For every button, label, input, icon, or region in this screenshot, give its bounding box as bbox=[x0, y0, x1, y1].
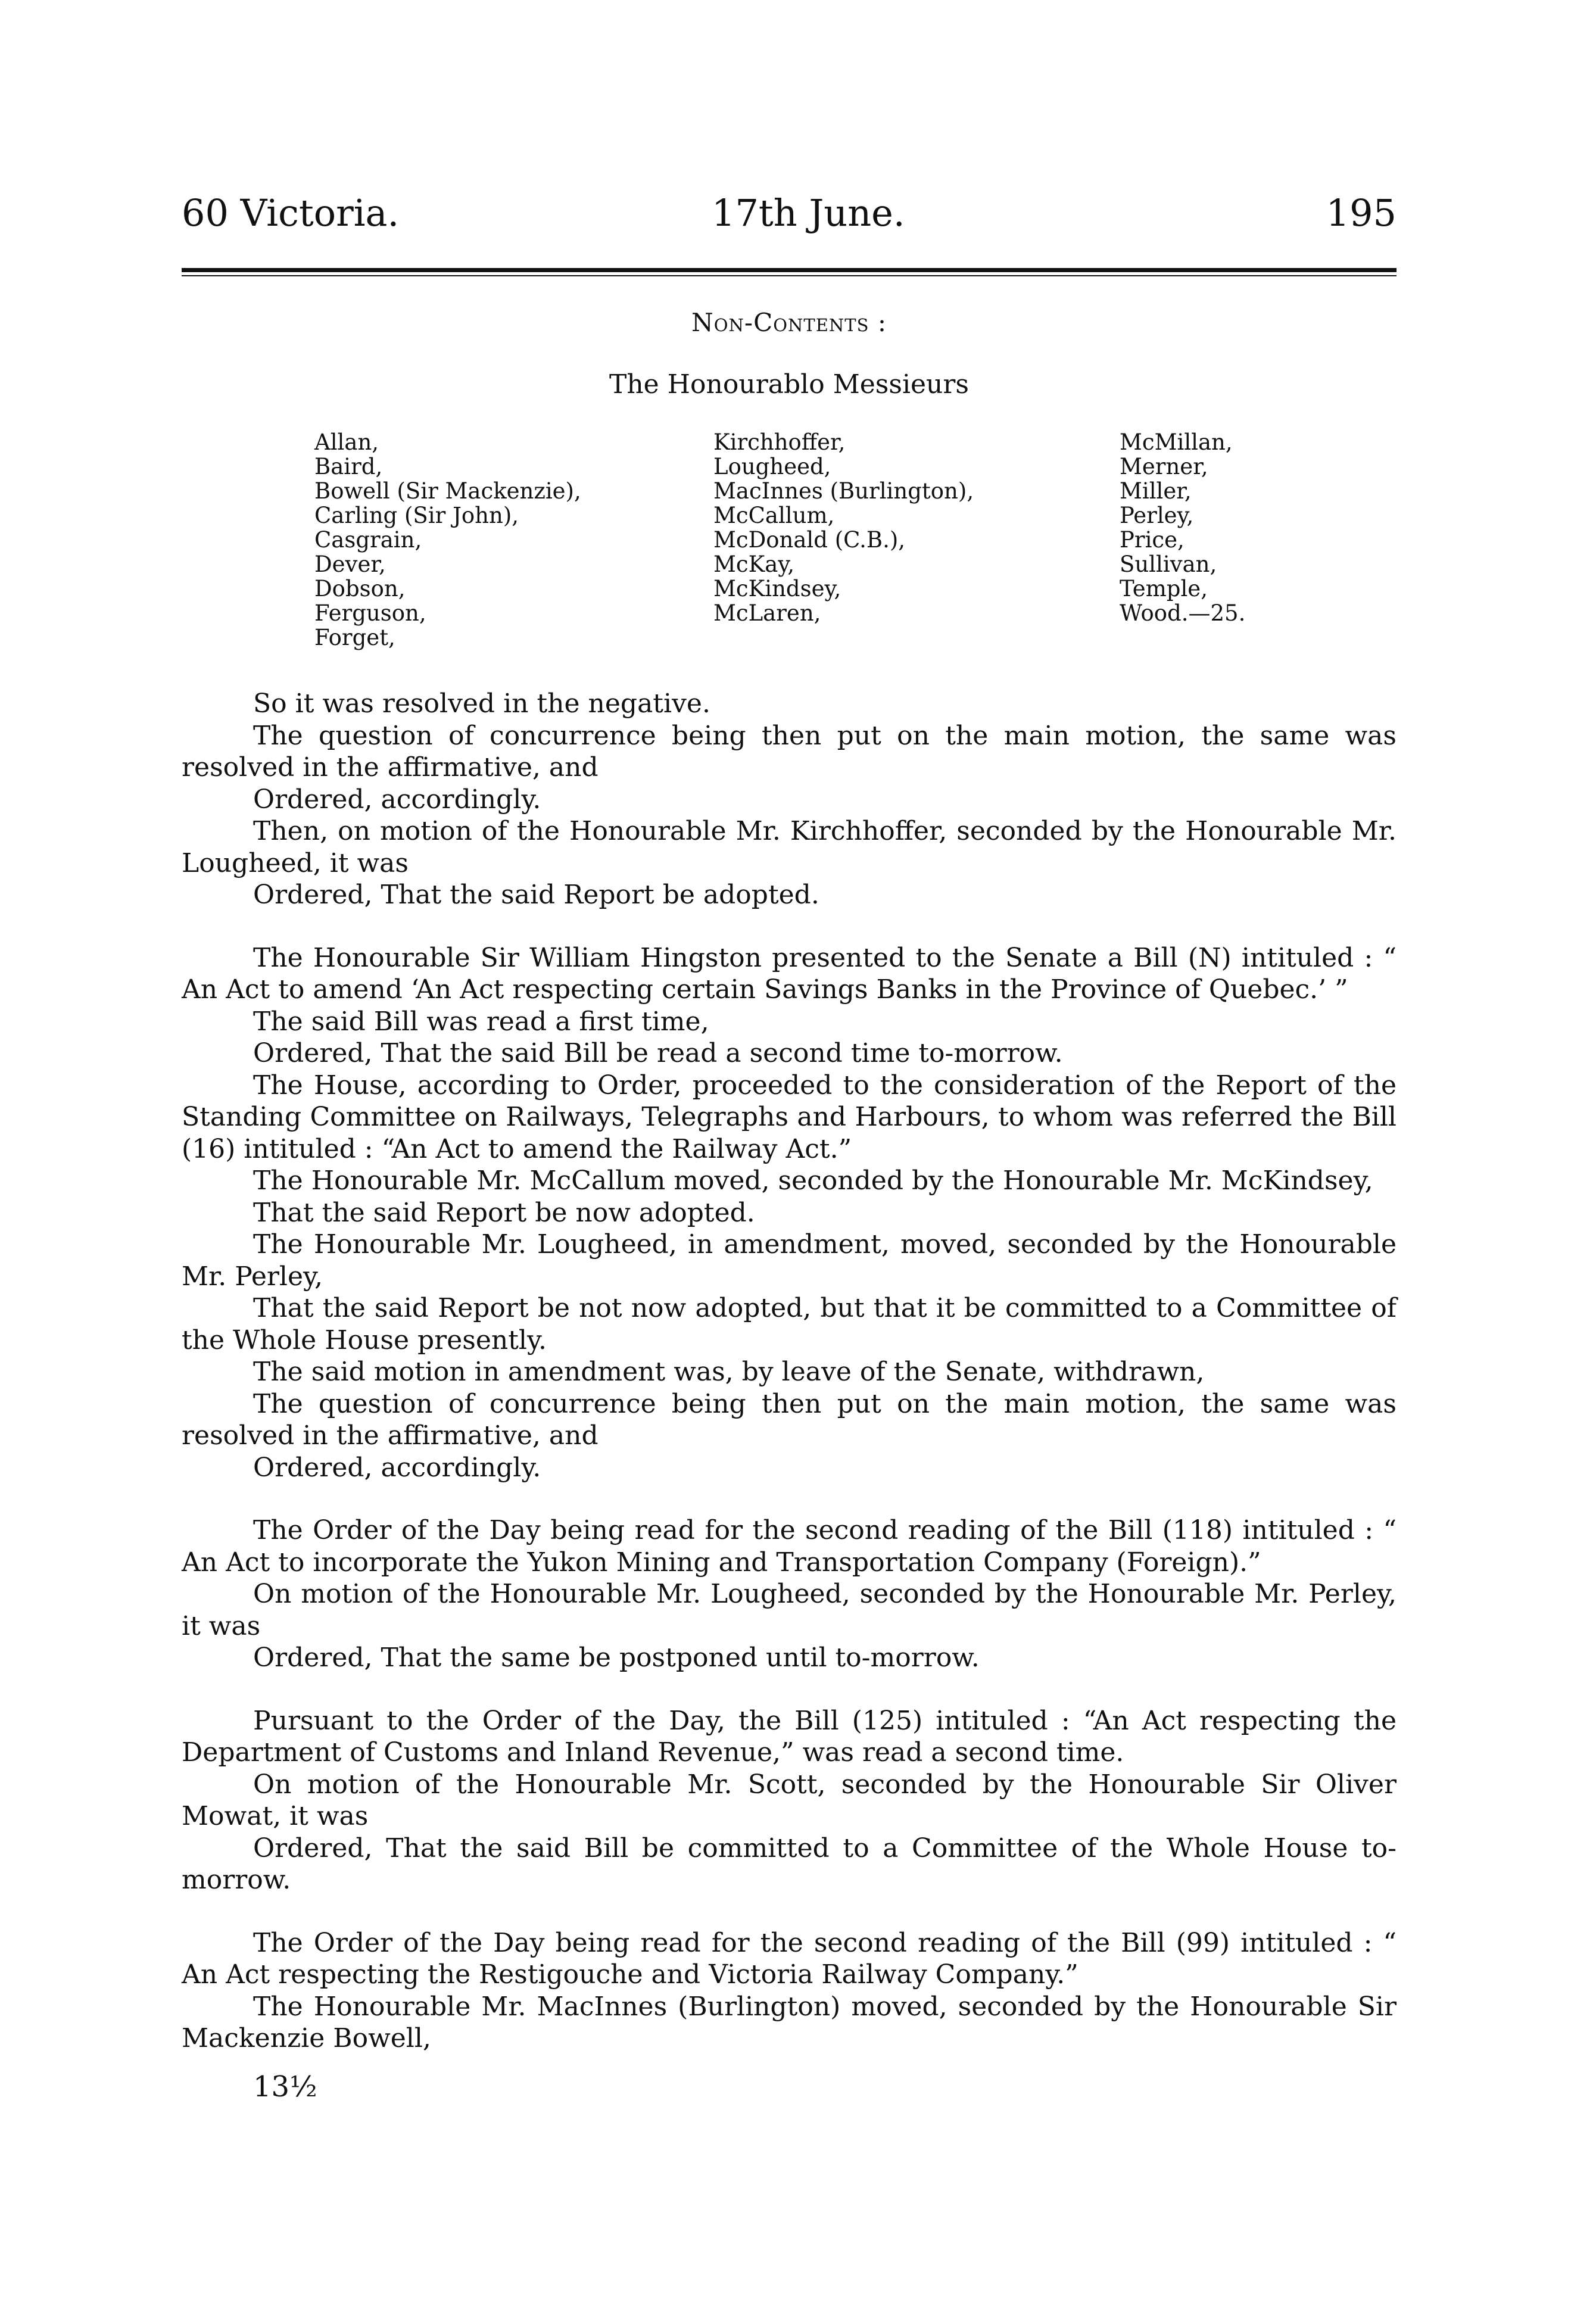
paragraph: Ordered, accordingly. bbox=[253, 784, 541, 815]
name-item: Carling (Sir John), bbox=[314, 503, 519, 528]
header-session: 60 Victoria. bbox=[182, 191, 400, 235]
paragraph: The House, according to Order, proceeded to the consideration of the Report of the Standing Committee on Railways, Telegraphs and Harbours, to whom was referred the Bill (16) intituled : “An Act to amend the Railway Act.” bbox=[182, 1070, 1396, 1164]
sub-title: The Honourablo Messieurs bbox=[609, 369, 970, 400]
paragraph: Then, on motion of the Honourable Mr. Kirchhoffer, seconded by the Honourable Mr. Lougheed, it was bbox=[182, 816, 1396, 878]
name-item: Price, bbox=[1120, 527, 1184, 553]
names-column-2 bbox=[713, 430, 974, 625]
paragraph: That the said Report be now adopted. bbox=[253, 1197, 755, 1228]
name-item: Miller, bbox=[1120, 478, 1192, 504]
paragraph: That the said Report be not now adopted, but that it be committed to a Committee of the Whole House presently. bbox=[182, 1293, 1396, 1355]
signature-mark: 13½ bbox=[253, 2070, 317, 2103]
paragraph: The Honourable Mr. McCallum moved, seconded by the Honourable Mr. McKindsey, bbox=[253, 1165, 1373, 1196]
paragraph: Ordered, That the same be postponed until to-morrow. bbox=[253, 1643, 980, 1673]
name-item: Merner, bbox=[1120, 454, 1208, 479]
name-item: McKindsey, bbox=[713, 576, 841, 602]
name-item: Casgrain, bbox=[314, 527, 422, 553]
name-item: Dever, bbox=[314, 551, 386, 577]
name-item: Lougheed, bbox=[713, 454, 831, 479]
name-item: Temple, bbox=[1120, 576, 1208, 602]
paragraph: The question of concurrence being then put on the main motion, the same was resolved in the affirmative, and bbox=[182, 1388, 1396, 1451]
name-item: McMillan, bbox=[1120, 429, 1233, 455]
paragraph: Ordered, That the said Report be adopted. bbox=[253, 880, 819, 910]
paragraph: Pursuant to the Order of the Day, the Bill (125) intituled : “An Act respecting the Department of Customs and Inland Revenue,” was read a second time. bbox=[182, 1705, 1396, 1768]
page-number: 195 bbox=[1326, 191, 1396, 235]
paragraph: The said motion in amendment was, by leave of the Senate, withdrawn, bbox=[253, 1357, 1205, 1387]
name-item: Kirchhoffer, bbox=[713, 429, 846, 455]
paragraph-gap bbox=[182, 911, 1396, 942]
name-item: Ferguson, bbox=[314, 600, 426, 626]
name-item: McDonald (C.B.), bbox=[713, 527, 906, 553]
name-item: Forget, bbox=[314, 625, 395, 650]
paragraph: Ordered, That the said Bill be read a second time to-morrow. bbox=[253, 1038, 1063, 1068]
name-item: McKay, bbox=[713, 551, 795, 577]
header-date: 17th June. bbox=[712, 191, 905, 235]
paragraph: The Honourable Sir William Hingston presented to the Senate a Bill (N) intituled : “ An Act to amend ‘An Act respecting certain Savings Banks in the Province of Quebec.’ ” bbox=[182, 942, 1396, 1005]
name-item: Sullivan, bbox=[1120, 551, 1217, 577]
name-item: MacInnes (Burlington), bbox=[713, 478, 974, 504]
names-column-1 bbox=[314, 430, 581, 650]
paragraph: On motion of the Honourable Mr. Lougheed, seconded by the Honourable Mr. Perley, it was bbox=[182, 1579, 1396, 1641]
paragraph: The question of concurrence being then put on the main motion, the same was resolved in the affirmative, and bbox=[182, 720, 1396, 783]
paragraph: Ordered, accordingly. bbox=[253, 1452, 541, 1483]
proceedings-text bbox=[182, 688, 1396, 2055]
paragraph: The Order of the Day being read for the second reading of the Bill (99) intituled : “ An Act respecting the Restigouche and Victoria Railway Company.” bbox=[182, 1927, 1396, 1990]
paragraph: The said Bill was read a first time, bbox=[253, 1006, 709, 1037]
paragraph: The Honourable Mr. Lougheed, in amendment, moved, seconded by the Honourable Mr. Perley, bbox=[182, 1229, 1396, 1292]
names-list bbox=[314, 430, 1327, 680]
page-header bbox=[182, 189, 1396, 243]
paragraph: On motion of the Honourable Mr. Scott, seconded by the Honourable Sir Oliver Mowat, it was bbox=[182, 1769, 1396, 1831]
paragraph: The Honourable Mr. MacInnes (Burlington) moved, seconded by the Honourable Sir Mackenzie Bowell, bbox=[182, 1991, 1396, 2053]
paragraph: The Order of the Day being read for the second reading of the Bill (118) intituled : “ An Act to incorporate the Yukon Mining and Transportation Company (Foreign).” bbox=[182, 1515, 1396, 1578]
name-item: McLaren, bbox=[713, 600, 821, 626]
name-item: Baird, bbox=[314, 454, 383, 479]
header-rule-thin bbox=[182, 275, 1396, 276]
section-title: Non-Contents : bbox=[691, 308, 887, 337]
paragraph: Ordered, That the said Bill be committed to a Committee of the Whole House to-morrow. bbox=[182, 1833, 1396, 1895]
name-item: Bowell (Sir Mackenzie), bbox=[314, 478, 581, 504]
paragraph-gap bbox=[182, 1484, 1396, 1514]
paragraph-gap bbox=[182, 1674, 1396, 1705]
name-item: Wood.—25. bbox=[1120, 600, 1246, 626]
name-item: McCallum, bbox=[713, 503, 835, 528]
header-rule-thick bbox=[182, 268, 1396, 272]
name-item: Dobson, bbox=[314, 576, 406, 602]
paragraph: So it was resolved in the negative. bbox=[253, 688, 710, 719]
name-item: Perley, bbox=[1120, 503, 1194, 528]
names-column-3 bbox=[1120, 430, 1245, 625]
name-item: Allan, bbox=[314, 429, 379, 455]
paragraph-gap bbox=[182, 1896, 1396, 1927]
